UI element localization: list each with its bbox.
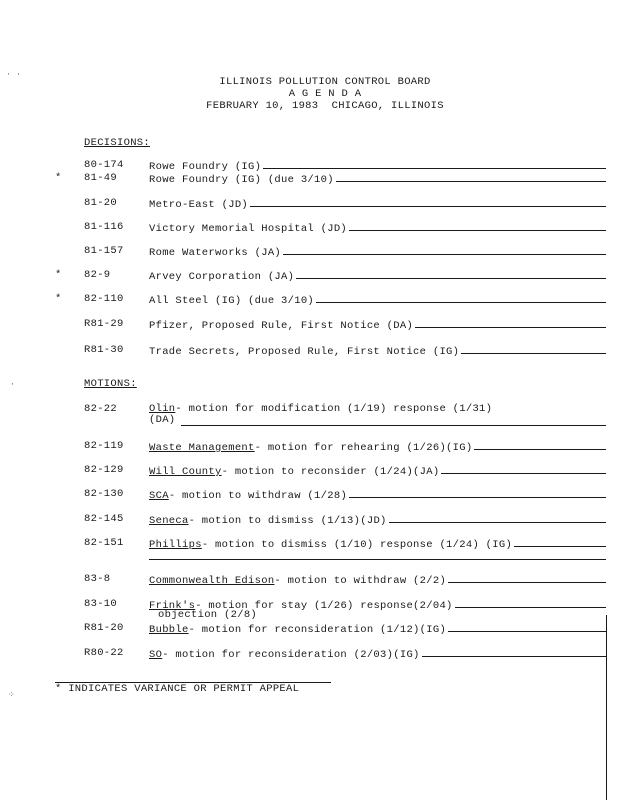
board-name: ILLINOIS POLLUTION CONTROL BOARD [219, 76, 431, 88]
case-number: 82-151 [84, 537, 124, 549]
motion-description: Waste Management - motion for rehearing (1/26)(IG) [149, 440, 606, 454]
party-name: SO [149, 649, 163, 661]
party-name: Phillips [149, 539, 202, 551]
motion-item [0, 488, 618, 502]
signature-line [448, 573, 606, 583]
motion-item [0, 464, 618, 478]
motion-description: SCA - motion to withdraw (1/28) [149, 488, 606, 502]
decisions-heading: DECISIONS: [84, 137, 151, 149]
variance-marker: * [55, 172, 62, 184]
signature-line [181, 425, 606, 426]
scan-speck: · [10, 380, 16, 389]
motion-item [0, 622, 618, 636]
case-number: R81-20 [84, 622, 124, 634]
party-name: Frink's [149, 600, 196, 612]
case-number: R81-29 [84, 318, 124, 330]
signature-line [389, 513, 606, 523]
motion-description: Seneca - motion to dismiss (1/13)(JD) [149, 513, 606, 527]
motion-item [0, 440, 618, 454]
case-number: 81-157 [84, 245, 124, 257]
motion-continuation: objection (2/8) [158, 609, 258, 621]
signature-line [441, 464, 606, 474]
decision-item [0, 293, 618, 307]
party-name: SCA [149, 490, 169, 502]
motion-item [0, 647, 618, 661]
motion-item [0, 573, 618, 587]
scan-speck: · · [6, 70, 22, 79]
meeting-date-location: FEBRUARY 10, 1983 CHICAGO, ILLINOIS [206, 100, 444, 112]
motion-description: SO - motion for reconsideration (2/03)(IG) [149, 647, 606, 661]
case-number: 83-8 [84, 573, 111, 585]
signature-line [448, 622, 606, 632]
footnote: * INDICATES VARIANCE OR PERMIT APPEAL [55, 683, 300, 695]
case-number: 82-145 [84, 513, 124, 525]
signature-line [415, 318, 606, 328]
case-description: Arvey Corporation (JA) [149, 269, 606, 283]
case-description: Rowe Foundry (IG) (due 3/10) [149, 172, 606, 186]
case-description: Pfizer, Proposed Rule, First Notice (DA) [149, 318, 606, 332]
case-number: 82-130 [84, 488, 124, 500]
signature-line [514, 537, 606, 547]
party-name: Waste Management [149, 442, 255, 454]
party-name: Commonwealth Edison [149, 575, 275, 587]
signature-line [316, 293, 606, 303]
signature-line [149, 559, 606, 560]
motion-description: Commonwealth Edison - motion to withdraw (2/2) [149, 573, 606, 587]
case-number: 83-10 [84, 598, 118, 610]
scan-speck: ⁘ [8, 691, 16, 700]
signature-line [461, 344, 606, 354]
motion-item [0, 403, 618, 417]
motion-item [0, 537, 618, 551]
case-number: 82-129 [84, 464, 124, 476]
motion-description: Phillips - motion to dismiss (1/10) response (1/24) (IG) [149, 537, 606, 551]
decision-item [0, 318, 618, 332]
party-name: Olin [149, 403, 176, 415]
motion-item [0, 513, 618, 527]
case-description: Rowe Foundry (IG) [149, 159, 606, 173]
motion-description: Olin - motion for modification (1/19) response (1/31) [149, 403, 493, 415]
signature-line [283, 245, 606, 255]
signature-line [474, 440, 606, 450]
signature-line [263, 159, 606, 169]
case-number: 81-49 [84, 172, 118, 184]
signature-line [296, 269, 606, 279]
party-name: Bubble [149, 624, 189, 636]
motion-description: Frink's - motion for stay (1/26) response(2/04) [149, 598, 606, 612]
margin-scan-line [606, 615, 607, 800]
case-description: Metro-East (JD) [149, 197, 606, 211]
signature-line [422, 647, 606, 657]
case-description: Victory Memorial Hospital (JD) [149, 221, 606, 235]
case-number: 81-20 [84, 197, 118, 209]
document-title: A G E N D A [288, 88, 362, 100]
variance-marker: * [55, 269, 62, 281]
motion-description: Will County - motion to reconsider (1/24)(JA) [149, 464, 606, 478]
case-number: 82-119 [84, 440, 124, 452]
signature-line [250, 197, 606, 207]
decision-item [0, 172, 618, 186]
motion-item [0, 598, 618, 612]
decision-item [0, 221, 618, 235]
party-name: Will County [149, 466, 222, 478]
case-number: 80-174 [84, 159, 124, 171]
signature-line [455, 598, 606, 608]
case-number: R81-30 [84, 344, 124, 356]
decision-item [0, 159, 618, 173]
variance-marker: * [55, 293, 62, 305]
decision-item [0, 269, 618, 283]
case-number: 82-22 [84, 403, 118, 415]
decision-item [0, 197, 618, 211]
signature-line [349, 221, 606, 231]
motion-description: Bubble - motion for reconsideration (1/12)(IG) [149, 622, 606, 636]
motions-heading: MOTIONS: [84, 378, 137, 390]
case-number: R80-22 [84, 647, 124, 659]
decision-item [0, 344, 618, 358]
signature-line [349, 488, 606, 498]
decision-item [0, 245, 618, 259]
signature-line [336, 172, 606, 182]
case-description: All Steel (IG) (due 3/10) [149, 293, 606, 307]
case-description: Trade Secrets, Proposed Rule, First Notice (IG) [149, 344, 606, 358]
motion-continuation: (DA) [149, 414, 176, 426]
case-number: 82-110 [84, 293, 124, 305]
party-name: Seneca [149, 515, 189, 527]
case-number: 82-9 [84, 269, 111, 281]
case-description: Rome Waterworks (JA) [149, 245, 606, 259]
case-number: 81-116 [84, 221, 124, 233]
